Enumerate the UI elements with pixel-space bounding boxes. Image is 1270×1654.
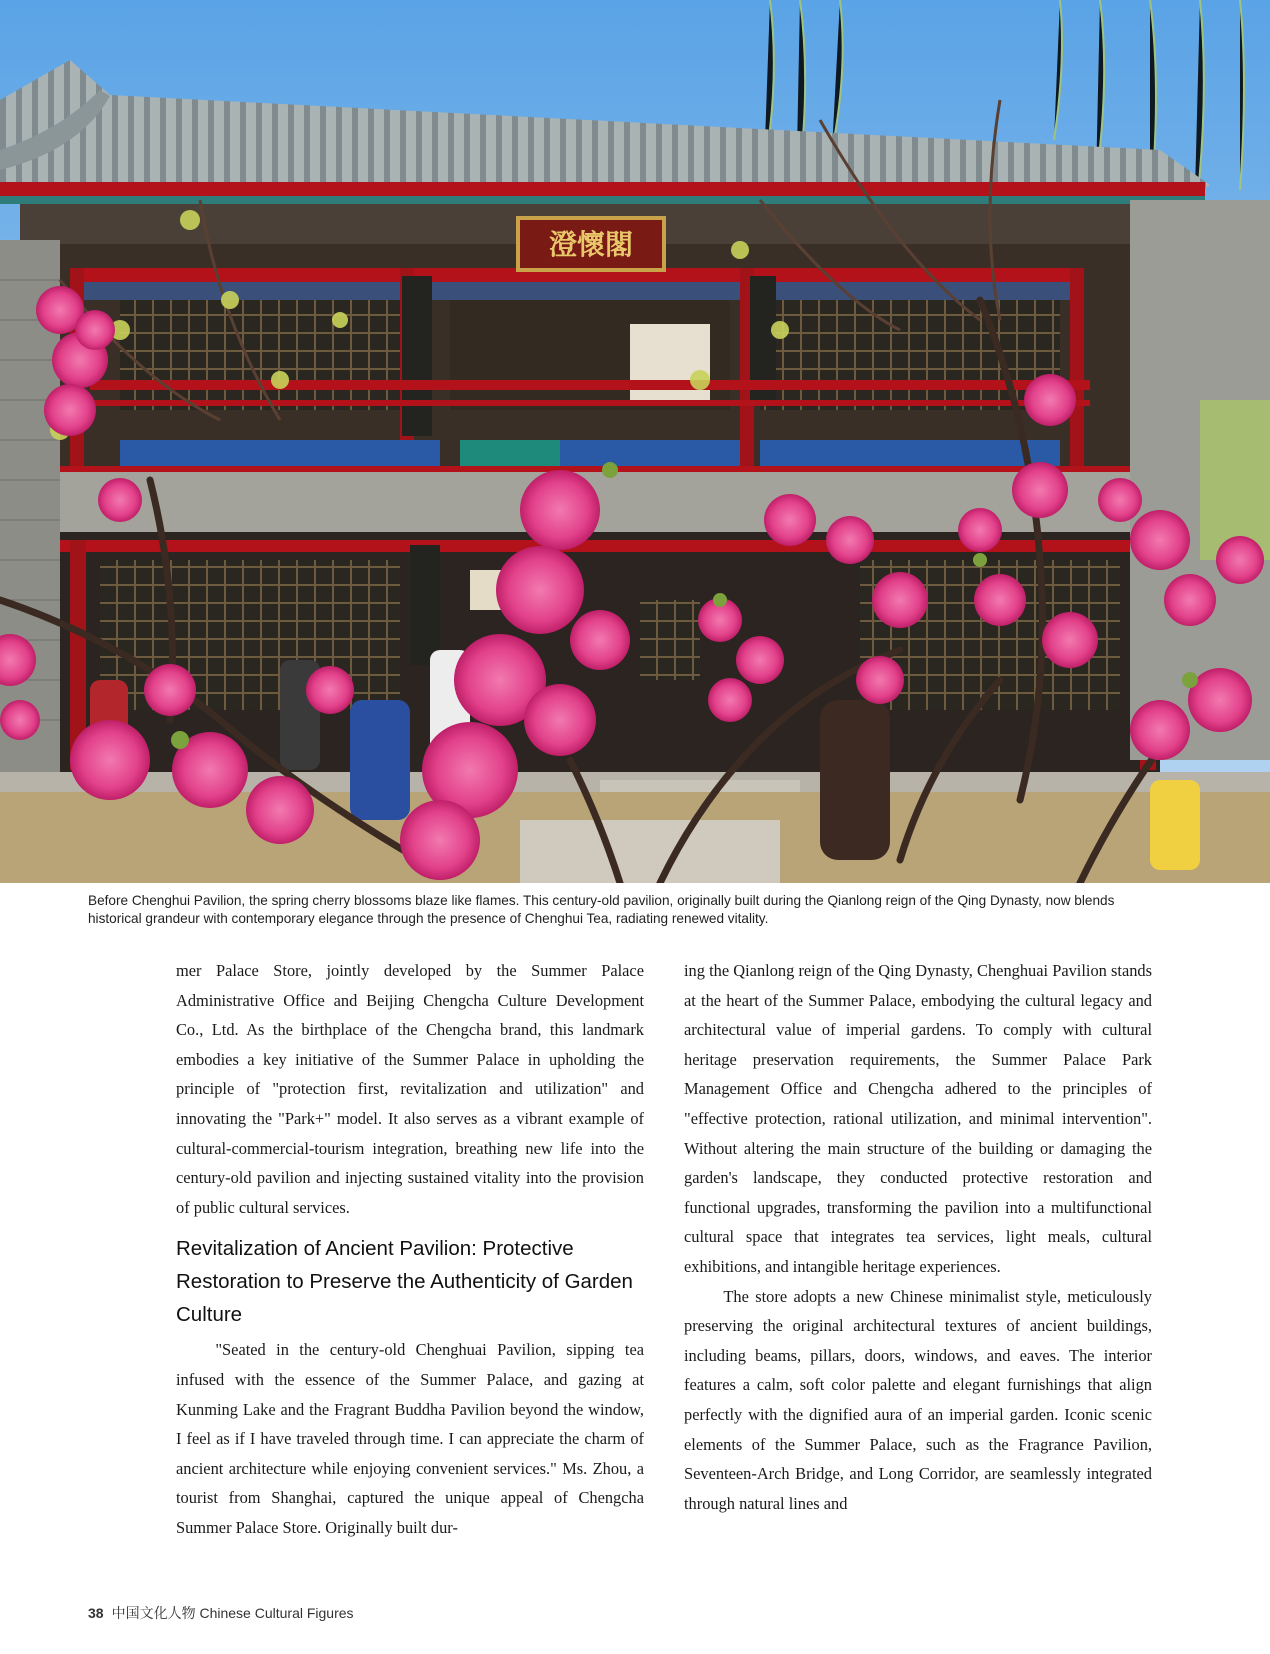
photo-caption: Before Chenghui Pavilion, the spring cherry blossoms blaze like flames. This century-old pavilion, originally built during the Qianlong reign of the Qing Dynasty, now blends historical grandeur with contemporary elegance through the presence of Chenghui Tea, radiating renewed vitality. [88, 893, 1115, 926]
page-footer [88, 1603, 354, 1623]
paragraph: "Seated in the century-old Chenghuai Pavilion, sipping tea infused with the essence of the Summer Palace, and gazing at Kunming Lake and the Fragrant Buddha Pavilion beyond the window, I feel as if I have traveled through time. I can appreciate the charm of ancient architecture while enjoying convenient services." Ms. Zhou, a tourist from Shanghai, captured the unique appeal of Chengcha Summer Palace Store. Originally built dur- [176, 1340, 644, 1537]
pavilion-signboard: 澄懷閣 [548, 228, 634, 261]
article-column-left [176, 956, 644, 1543]
page-number: 38 [88, 1605, 104, 1621]
paragraph: mer Palace Store, jointly developed by the Summer Palace Administrative Office and Beijing Chengcha Culture Development Co., Ltd. As the birthplace of the Chengcha brand, this landmark embodies a key initiative of the Summer Palace in upholding the principle of "protection first, revitalization and utilization" and innovating the "Park+" model. It also serves as a vibrant example of cultural-commercial-tourism integration, breathing new life into the century-old pavilion and injecting sustained vitality into the provision of public cultural services. [176, 961, 644, 1217]
section-heading: Revitalization of Ancient Pavilion: Protective Restoration to Preserve the Authenticity of Garden Culture [176, 1237, 633, 1327]
magazine-title: 中国文化人物 Chinese Cultural Figures [111, 1605, 354, 1621]
paragraph: ing the Qianlong reign of the Qing Dynasty, Chenghuai Pavilion stands at the heart of the Summer Palace, embodying the cultural legacy and architectural value of imperial gardens. To comply with cultural heritage preservation requirements, the Summer Palace Park Management Office and Chengcha adhered to the principles of "effective protection, rational utilization, and minimal intervention". Without altering the main structure of the building or damaging the garden's landscape, they conducted protective restoration and functional upgrades, transforming the pavilion into a multifunctional cultural space that integrates tea services, light meals, cultural exhibitions, and intangible heritage experiences. [684, 961, 1152, 1276]
article-column-right [684, 956, 1152, 1518]
paragraph: The store adopts a new Chinese minimalist style, meticulously preserving the original architectural textures of ancient buildings, including beams, pillars, doors, windows, and eaves. The interior features a calm, soft color palette and elegant furnishings that align perfectly with the dignified aura of an imperial garden. Iconic scenic elements of the Summer Palace, such as the Fragrance Pavilion, Seventeen-Arch Bridge, and Long Corridor, are seamlessly integrated through natural lines and [684, 1286, 1152, 1513]
